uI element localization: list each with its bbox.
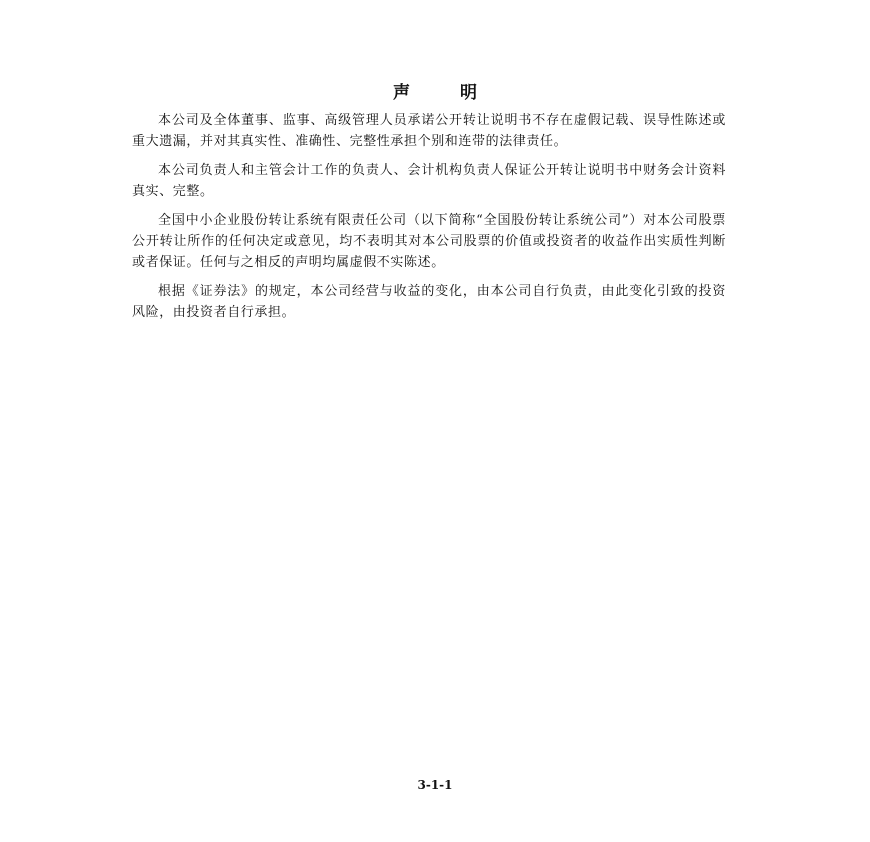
document-title: 声 明 (393, 83, 499, 103)
statement-body (132, 110, 726, 331)
paragraph-financial-guarantee: 本公司负责人和主管会计工作的负责人、会计机构负责人保证公开转让说明书中财务会计资料真实、完整。 (132, 163, 726, 199)
paragraph-investment-risk: 根据《证券法》的规定，本公司经营与收益的变化，由本公司自行负责，由此变化引致的投资风险，由投资者自行承担。 (132, 284, 726, 320)
page-number: 3-1-1 (417, 778, 453, 792)
paragraph-commitment: 本公司及全体董事、监事、高级管理人员承诺公开转让说明书不存在虚假记载、误导性陈述或重大遗漏，并对其真实性、准确性、完整性承担个别和连带的法律责任。 (132, 113, 726, 149)
paragraph-neeq-disclaimer: 全国中小企业股份转让系统有限责任公司（以下简称“全国股份转让系统公司”）对本公司股票公开转让所作的任何决定或意见，均不表明其对本公司股票的价值或投资者的收益作出实质性判断或者保证。任何与之相反的声明均属虚假不实陈述。 (132, 213, 726, 270)
